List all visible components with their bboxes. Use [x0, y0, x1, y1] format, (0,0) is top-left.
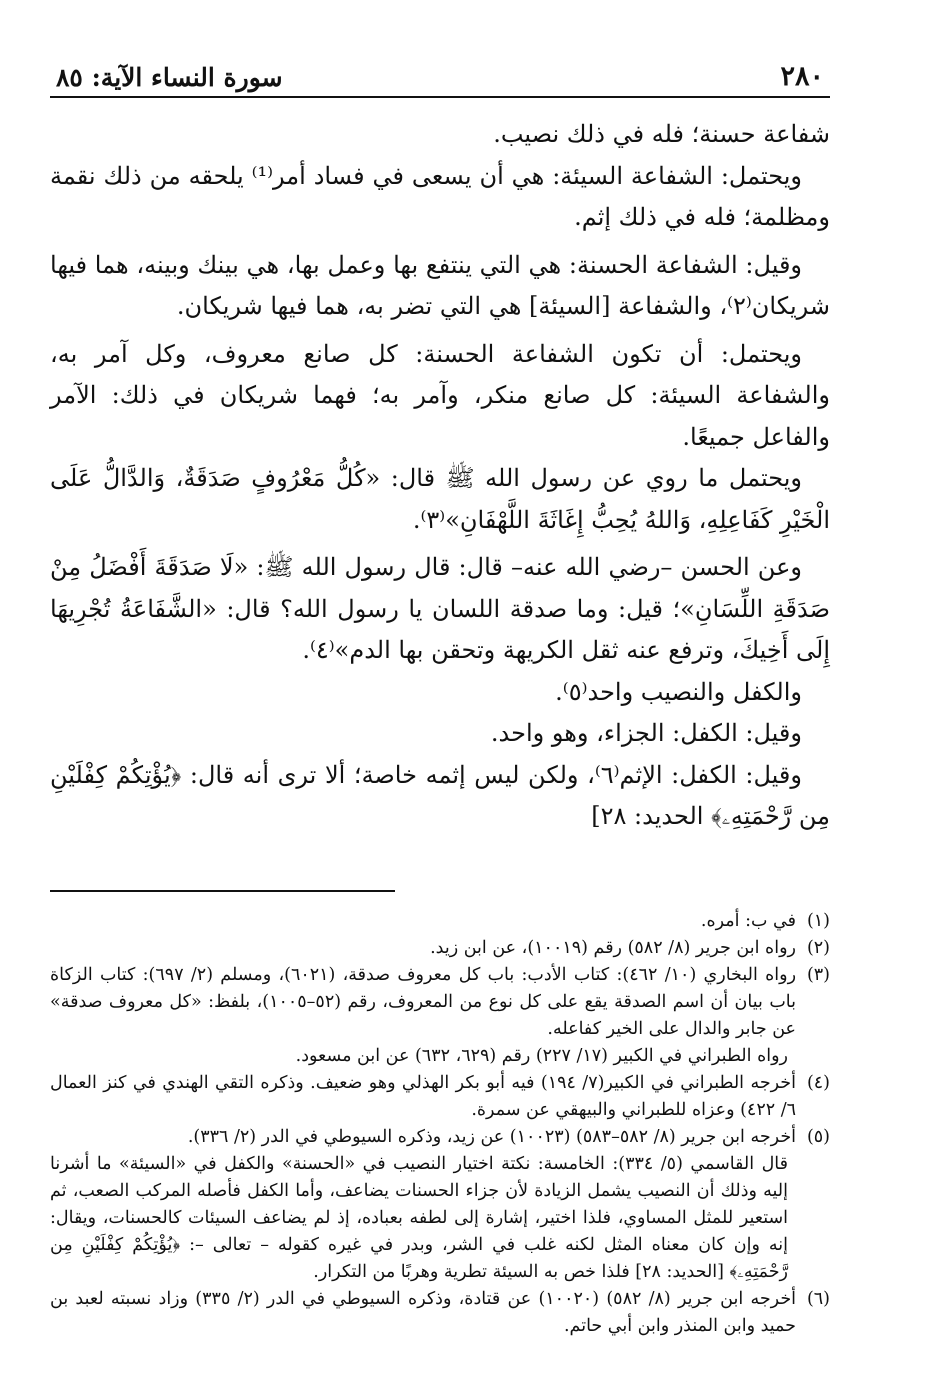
footnote [50, 1286, 830, 1340]
paragraph: ويحتمل ما روي عن رسول الله ﷺ قال: «كُلُّ مَعْرُوفٍ صَدَقَةٌ، وَالدَّالُّ عَلَى الْخَيْرِ كَفَاعِلِهِ، وَاللهُ يُحِبُّ إِغَاثَةَ اللَّهْفَانِ»⁽٣⁾. [50, 464, 830, 534]
book-page [50, 48, 830, 1340]
footnote [50, 1070, 830, 1124]
footnote-number: (٣) [806, 964, 830, 985]
footnote-text: أخرجه ابن جرير (٨/ ٥٨٢) (١٠٠٢٠) عن قتادة، وذكره السيوطي في الدر (٢/ ٣٣٥) وزاد نسبته لعبد بن حميد وابن المنذر وابن أبي حاتم. [50, 1288, 796, 1336]
footnote-number: (٦) [806, 1288, 830, 1309]
paragraph: ويحتمل: أن تكون الشفاعة الحسنة: كل صانع معروف، وكل آمر به، والشفاعة السيئة: كل صانع منكر، وآمر به؛ فهما شريكان في ذلك: الآمر والفاعل جميعًا. [50, 339, 830, 451]
running-title: سورة النساء الآية: ٨٥ [56, 63, 283, 92]
paragraph: ويحتمل: الشفاعة السيئة: هي أن يسعى في فساد أمر⁽¹⁾ يلحقه من ذلك نقمة ومظلمة؛ فله في ذلك إثم. [50, 161, 830, 231]
footnote-number: (٥) [806, 1126, 830, 1147]
footnote-text: في ب: أمره. [700, 910, 796, 931]
page-header [50, 48, 830, 98]
footnote-separator [50, 890, 395, 892]
paragraph: وقيل: الكفل: الإثم⁽٦⁾، ولكن ليس إثمه خاصة؛ ألا ترى أنه قال: ﴿يُؤْتِكُمْ كِفْلَيْنِ مِن رَّحْمَتِهِۦ﴾ الحديد: ٢٨] [50, 760, 830, 830]
paragraph: وقيل: الشفاعة الحسنة: هي التي ينتفع بها وعمل بها، هي بينك وبينه، هما فيها شريكان⁽٢⁾، والشفاعة [السيئة] هي التي تضر به، هما فيها شريكان. [50, 250, 830, 320]
footnote-number: (١) [806, 910, 830, 931]
footnote [50, 962, 830, 1070]
footnote-number: (٤) [806, 1072, 830, 1093]
paragraph: شفاعة حسنة؛ فله في ذلك نصيب. [493, 120, 830, 148]
footnote-text: قال القاسمي (٥/ ٣٣٤): الخامسة: نكتة اختيار النصيب في «الحسنة» والكفل في «السيئة» ما أشرنا إليه وذلك أن النصيب يشمل الزيادة لأن جزاء الحسنات يضاعف، وأما الكفل فأصله المركب الصعب، ثم استعير للمثل المساوي، فلذا اختير، إشارة إلى لطفه بعباده، إذ لم يضاعف السيئات كالحسنات، ويقال: إنه وإن كان معناه المثل لكنه غلب في الشر، وبدر في غيره كقوله – تعالى –: ﴿يُؤْتِكُمْ كِفْلَيْنِ مِن رَّحْمَتِهِۦ﴾ [الحديد: ٢٨] فلذا خص به السيئة تطرية وهربًا من التكرار. [50, 1153, 788, 1282]
footnotes [50, 908, 830, 1340]
footnote [50, 935, 830, 962]
footnote-text: أخرجه ابن جرير (٨/ ٥٨٢–٥٨٣) (١٠٠٢٣) عن زيد، وذكره السيوطي في الدر (٢/ ٣٣٦). [187, 1126, 796, 1147]
paragraph: وعن الحسن –رضي الله عنه– قال: قال رسول الله ﷺ: «لَا صَدَقَةَ أَفْضَلُ مِنْ صَدَقَةِ اللِّسَانِ»؛ قيل: وما صدقة اللسان يا رسول الله؟ قال: «الشَّفَاعَةُ تُجْرِيهَا إِلَى أَخِيكَ، وترفع عنه ثقل الكريهة وتحقن بها الدم»⁽٤⁾. [50, 553, 830, 664]
footnote-text: أخرجه الطبراني في الكبير(٧/ ١٩٤) فيه أبو بكر الهذلي وهو ضعيف. وذكره التقي الهندي في كنز العمال ٦/ ٤٢٢) وعزاه للطبراني والبيهقي عن سمرة. [50, 1072, 796, 1120]
paragraph: وقيل: الكفل: الجزاء، وهو واحد. [490, 719, 802, 747]
footnote [50, 908, 830, 935]
page-number: ٢٨٠ [780, 61, 824, 92]
footnote-number: (٢) [806, 937, 830, 958]
footnote-text: رواه البخاري (١٠/ ٤٦٢): كتاب الأدب: باب كل معروف صدقة، (٦٠٢١)، ومسلم (٢/ ٦٩٧): كتاب الزكاة باب بيان أن اسم الصدقة يقع على كل نوع من المعروف، رقم (٥٢–١٠٠٥)، بلفظ: «كل معروف صدقة» عن جابر والدال على الخير كفاعله. [50, 964, 797, 1039]
footnote-text: رواه الطبراني في الكبير (١٧/ ٢٢٧) رقم (٦٢٩، ٦٣٢) عن ابن مسعود. [295, 1045, 788, 1066]
paragraph: والكفل والنصيب واحد⁽٥⁾. [555, 677, 802, 706]
footnote [50, 1124, 830, 1286]
footnote-text: رواه ابن جرير (٨/ ٥٨٢) رقم (١٠٠١٩)، عن ابن زيد. [430, 937, 796, 958]
main-text [50, 114, 830, 838]
